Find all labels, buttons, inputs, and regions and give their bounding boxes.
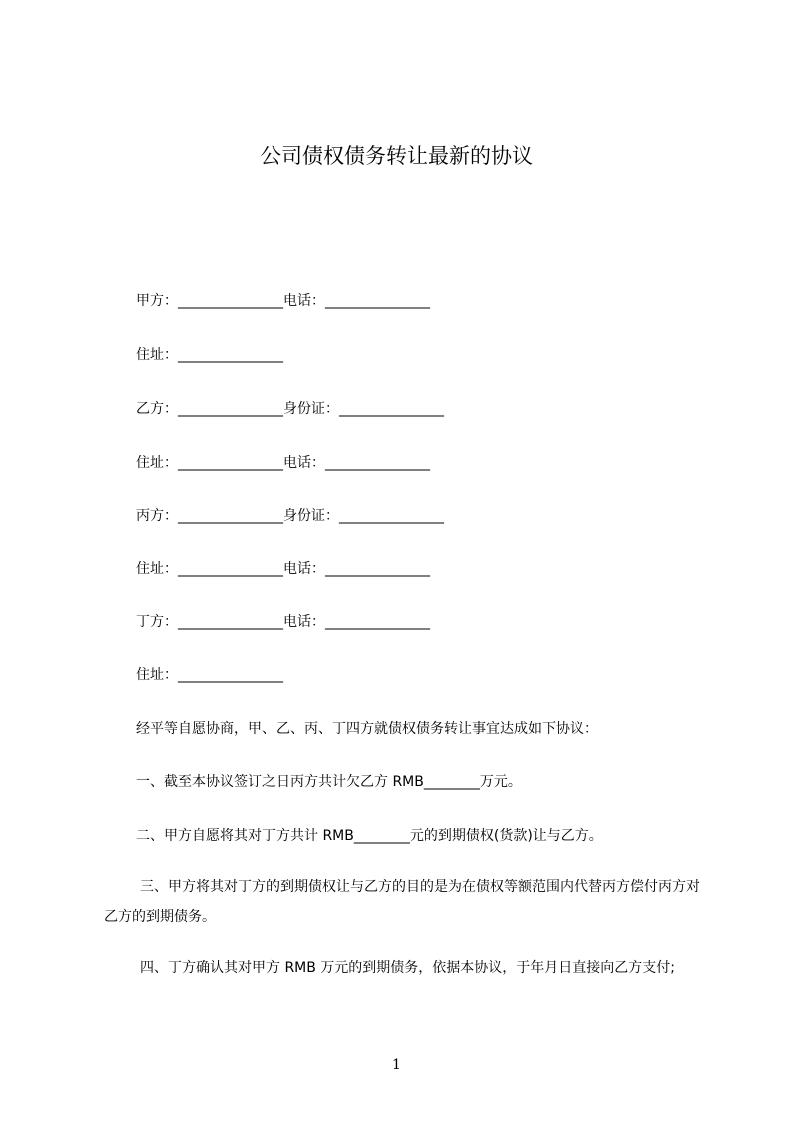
clause-2: 二、甲方自愿将其对丁方共计 RMB________元的到期债权(货款)让与乙方。	[136, 828, 603, 844]
field-party-d-address: 住址：_______________	[136, 667, 283, 683]
field-party-d: 丁方：_______________电话：_______________	[136, 614, 430, 630]
field-party-c-address: 住址：_______________电话：_______________	[136, 561, 430, 577]
document-title: 公司债权债务转让最新的协议	[260, 144, 533, 168]
field-party-c: 丙方：_______________身份证：_______________	[136, 508, 444, 524]
field-party-b: 乙方：_______________身份证：_______________	[136, 401, 444, 417]
clause-4: 四、丁方确认其对甲方 RMB 万元的到期债务，依据本协议，于年月日直接向乙方支付;	[140, 960, 676, 976]
clause-1: 一、截至本协议签订之日丙方共计欠乙方 RMB________万元。	[136, 774, 522, 790]
page-number: 1	[392, 1057, 401, 1073]
clause-3: 三、甲方将其对丁方的到期债权让与乙方的目的是为在债权等额范围内代替丙方偿付丙方对乙方的到期债务。	[104, 879, 700, 925]
field-party-b-address: 住址：_______________电话：_______________	[136, 455, 430, 471]
field-party-a: 甲方：_______________电话：_______________	[136, 293, 430, 309]
field-party-a-address: 住址：_______________	[136, 347, 283, 363]
intro-paragraph: 经平等自愿协商，甲、乙、丙、丁四方就债权债务转让事宜达成如下协议：	[136, 721, 598, 737]
